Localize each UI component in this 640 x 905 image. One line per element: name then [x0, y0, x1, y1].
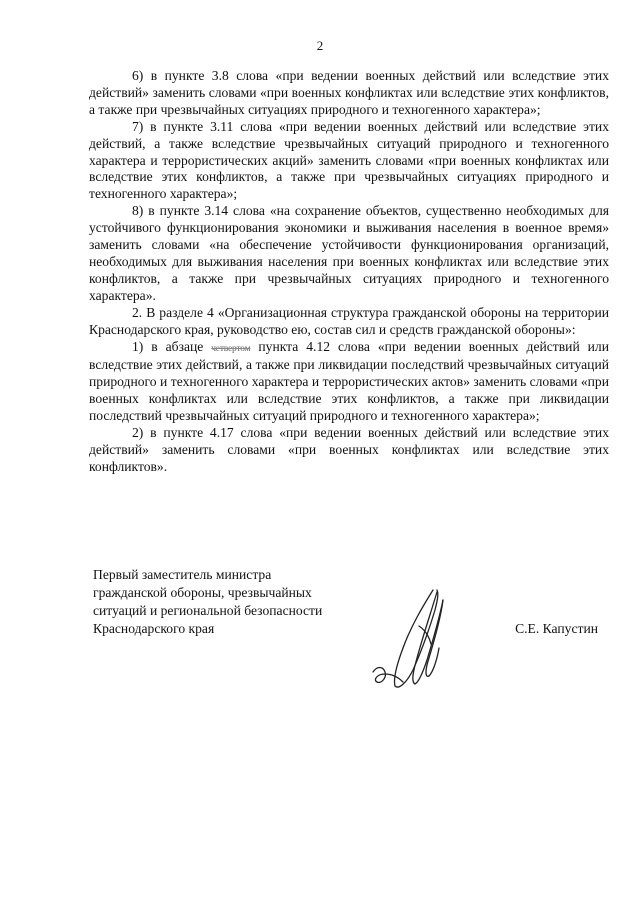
- signer-title-line-4: Краснодарского края: [93, 621, 215, 636]
- amendment-paragraph-7: 7) в пункте 3.11 слова «при ведении военных действий или вследствие этих действий, а также вследствие чрезвычайных ситуаций природного и техногенного характера и террористических акций» заменить словами «при военных конфликтах или вследствие этих конфликтов, а также при чрезвычайных ситуациях природного и техногенного характера»;: [89, 118, 609, 202]
- signature-block: [93, 566, 613, 706]
- document-body: [89, 68, 609, 476]
- signer-title-line-2: гражданской обороны, чрезвычайных: [93, 585, 312, 600]
- amendment-paragraph-6: 6) в пункте 3.8 слова «при ведении военных действий или вследствие этих действий» заменить словами «при военных конфликтах или вследствие этих конфликтов, а также при чрезвычайных ситуациях природного и техногенного характера»;: [89, 68, 609, 117]
- signer-title-line-3: ситуаций и региональной безопасности: [93, 603, 323, 618]
- page-number: 2: [316, 38, 324, 53]
- struck-word: четвертом: [211, 343, 251, 354]
- amendment-1-text-start: 1) в абзаце: [132, 338, 212, 354]
- signer-title-line-1: Первый заместитель министра: [93, 567, 272, 582]
- section-4-amendment-1: [89, 339, 609, 426]
- amendment-paragraph-8: 8) в пункте 3.14 слова «на сохранение объектов, существенно необходимых для устойчивого функционирования экономики и выживания населения в военное время» заменить словами «на обеспечение устойчивости функционирования организаций, необходимых для выживания населения при военных конфликтах или вследствие этих конфликтов, а также при чрезвычайных ситуациях природного и техногенного характера».: [89, 203, 609, 303]
- section-4-heading-paragraph: 2. В разделе 4 «Организационная структура гражданской обороны на территории Краснодарского края, руководство ею, состав сил и средств гражданской обороны»:: [89, 304, 609, 337]
- handwritten-signature: [363, 586, 483, 701]
- signer-name: С.Е. Капустин: [515, 621, 598, 636]
- section-4-amendment-2: 2) в пункте 4.17 слова «при ведении военных действий или вследствие этих действий» заменить словами «при военных конфликтах или вследствие этих конфликтов».: [89, 425, 609, 474]
- amendment-1-text-rest: пункта 4.12 слова «при ведении военных действий или вследствие этих действий, а также при ликвидации последствий чрезвычайных ситуаций природного и техногенного характера и террористических актов» заменить словами «при военных конфликтах или вследствие этих конфликтов, а также при ликвидации последствий чрезвычайных ситуаций природного и техногенного характера»;: [89, 338, 609, 424]
